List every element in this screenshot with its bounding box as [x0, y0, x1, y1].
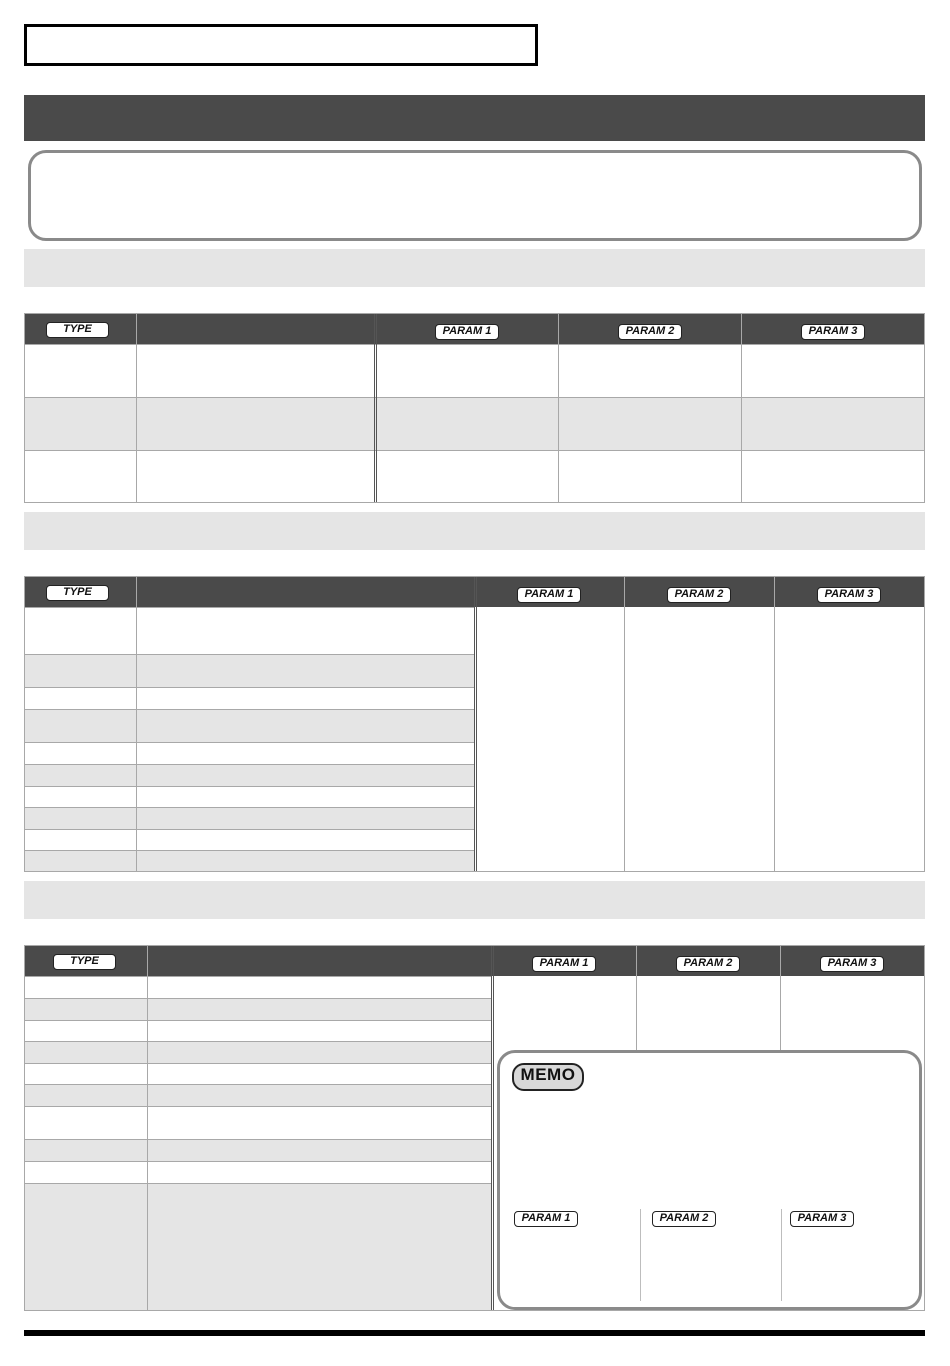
param-2-label: PARAM 2 [618, 324, 682, 340]
table-row [25, 1183, 491, 1311]
table-row [25, 709, 474, 742]
subsection-band-1 [24, 249, 925, 287]
param-1-label: PARAM 1 [435, 324, 499, 340]
table-row [25, 850, 474, 872]
table-row [25, 1106, 491, 1139]
table-row [25, 764, 474, 786]
table-header [25, 314, 924, 344]
memo-icon: MEMO [512, 1063, 584, 1091]
param-2-label: PARAM 2 [676, 956, 740, 972]
table-row [25, 607, 474, 654]
table-row [25, 1020, 491, 1041]
param-1-label: PARAM 1 [517, 587, 581, 603]
table-row [25, 807, 474, 829]
table-row [25, 1139, 491, 1161]
table-row [25, 1084, 491, 1106]
table-row [25, 976, 491, 998]
memo-box [497, 1050, 922, 1310]
table-row [25, 687, 474, 709]
table-row [25, 450, 924, 503]
table-header [25, 946, 924, 976]
memo-param-3-label: PARAM 3 [790, 1211, 854, 1227]
memo-param-1-label: PARAM 1 [514, 1211, 578, 1227]
table-row [25, 786, 474, 807]
table-row [25, 654, 474, 687]
subsection-band-2 [24, 512, 925, 550]
table-row [25, 397, 924, 450]
memo-param-2-label: PARAM 2 [652, 1211, 716, 1227]
param-3-label: PARAM 3 [817, 587, 881, 603]
table-row [25, 344, 924, 397]
effect-table-1 [24, 313, 925, 503]
table-row [25, 742, 474, 764]
table-row [25, 1161, 491, 1183]
type-label: TYPE [46, 585, 109, 601]
param-1-label: PARAM 1 [532, 956, 596, 972]
effect-table-2 [24, 576, 925, 872]
param-2-label: PARAM 2 [667, 587, 731, 603]
section-header-bar [24, 95, 925, 141]
table-row [25, 998, 491, 1020]
footer-rule [24, 1330, 925, 1336]
type-label: TYPE [53, 954, 116, 970]
page-title-box [24, 24, 538, 66]
param-3-label: PARAM 3 [820, 956, 884, 972]
table-row [25, 1063, 491, 1084]
param-3-label: PARAM 3 [801, 324, 865, 340]
intro-box [28, 150, 922, 241]
table-row [25, 1041, 491, 1063]
type-label: TYPE [46, 322, 109, 338]
table-row [25, 829, 474, 850]
subsection-band-3 [24, 881, 925, 919]
